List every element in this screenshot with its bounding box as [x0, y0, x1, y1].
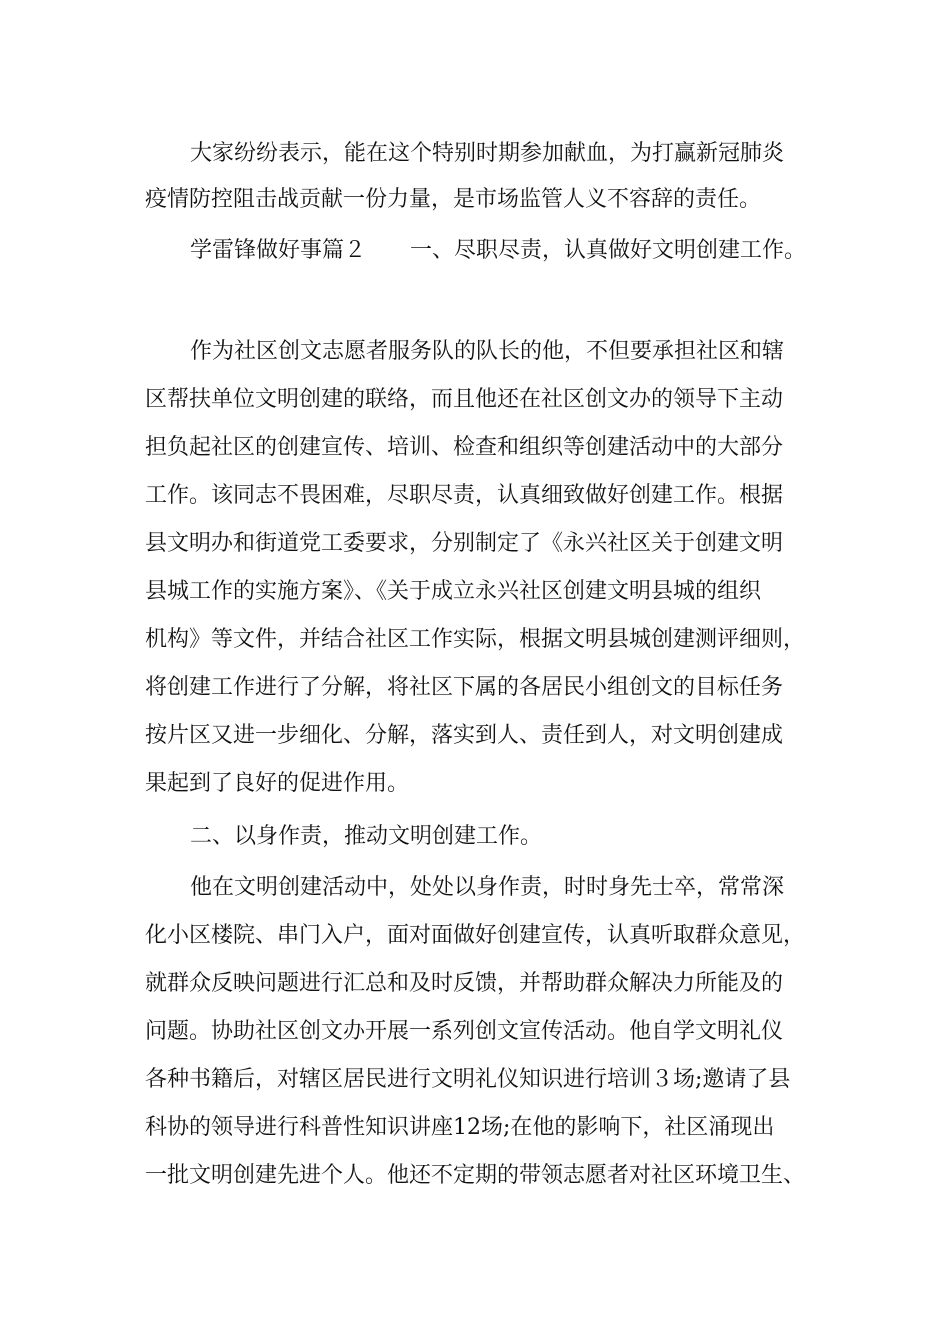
paragraph-line: 按片区又进一步细化、分解，落实到人、责任到人，对文明创建成 [145, 723, 784, 748]
paragraph-line: 化小区楼院、串门入户，面对面做好创建宣传，认真听取群众意见， [145, 923, 806, 948]
paragraph-line: 将创建工作进行了分解，将社区下属的各居民小组创文的目标任务 [145, 675, 784, 700]
paragraph-line: 科协的领导进行科普性知识讲座12场;在他的影响下，社区涌现出 [145, 1115, 775, 1140]
paragraph-line: 果起到了良好的促进作用。 [145, 771, 410, 796]
paragraph-line: 问题。协助社区创文办开展一系列创文宣传活动。他自学文明礼仪 [145, 1019, 784, 1044]
paragraph-line: 县文明办和街道党工委要求，分别制定了《永兴社区关于创建文明 [145, 531, 784, 556]
paragraph-line: 作为社区创文志愿者服务队的队长的他，不但要承担社区和辖 [190, 339, 785, 364]
paragraph-line: 一批文明创建先进个人。他还不定期的带领志愿者对社区环境卫生、 [145, 1163, 806, 1188]
paragraph-line: 机构》等文件，并结合社区工作实际，根据文明县城创建测评细则， [145, 627, 806, 652]
paragraph-line: 大家纷纷表示，能在这个特别时期参加献血，为打赢新冠肺炎 [190, 141, 785, 166]
section-heading: 学雷锋做好事篇２ 一、尽职尽责，认真做好文明创建工作。 [190, 238, 807, 263]
paragraph-line: 他在文明创建活动中，处处以身作责，时时身先士卒，常常深 [190, 875, 785, 900]
paragraph-line: 区帮扶单位文明创建的联络，而且他还在社区创文办的领导下主动 [145, 387, 784, 412]
paragraph-line: 各种书籍后，对辖区居民进行文明礼仪知识进行培训３场;邀请了县 [145, 1067, 791, 1092]
paragraph-line: 疫情防控阻击战贡献一份力量，是市场监管人义不容辞的责任。 [145, 187, 762, 212]
paragraph-line: 工作。该同志不畏困难，尽职尽责，认真细致做好创建工作。根据 [145, 483, 784, 508]
section-heading: 二、以身作责，推动文明创建工作。 [190, 824, 543, 849]
paragraph-line: 担负起社区的创建宣传、培训、检查和组织等创建活动中的大部分 [145, 435, 784, 460]
paragraph-line: 就群众反映问题进行汇总和及时反馈，并帮助群众解决力所能及的 [145, 971, 784, 996]
paragraph-line: 县城工作的实施方案》、《关于成立永兴社区创建文明县城的组织 [145, 579, 762, 604]
